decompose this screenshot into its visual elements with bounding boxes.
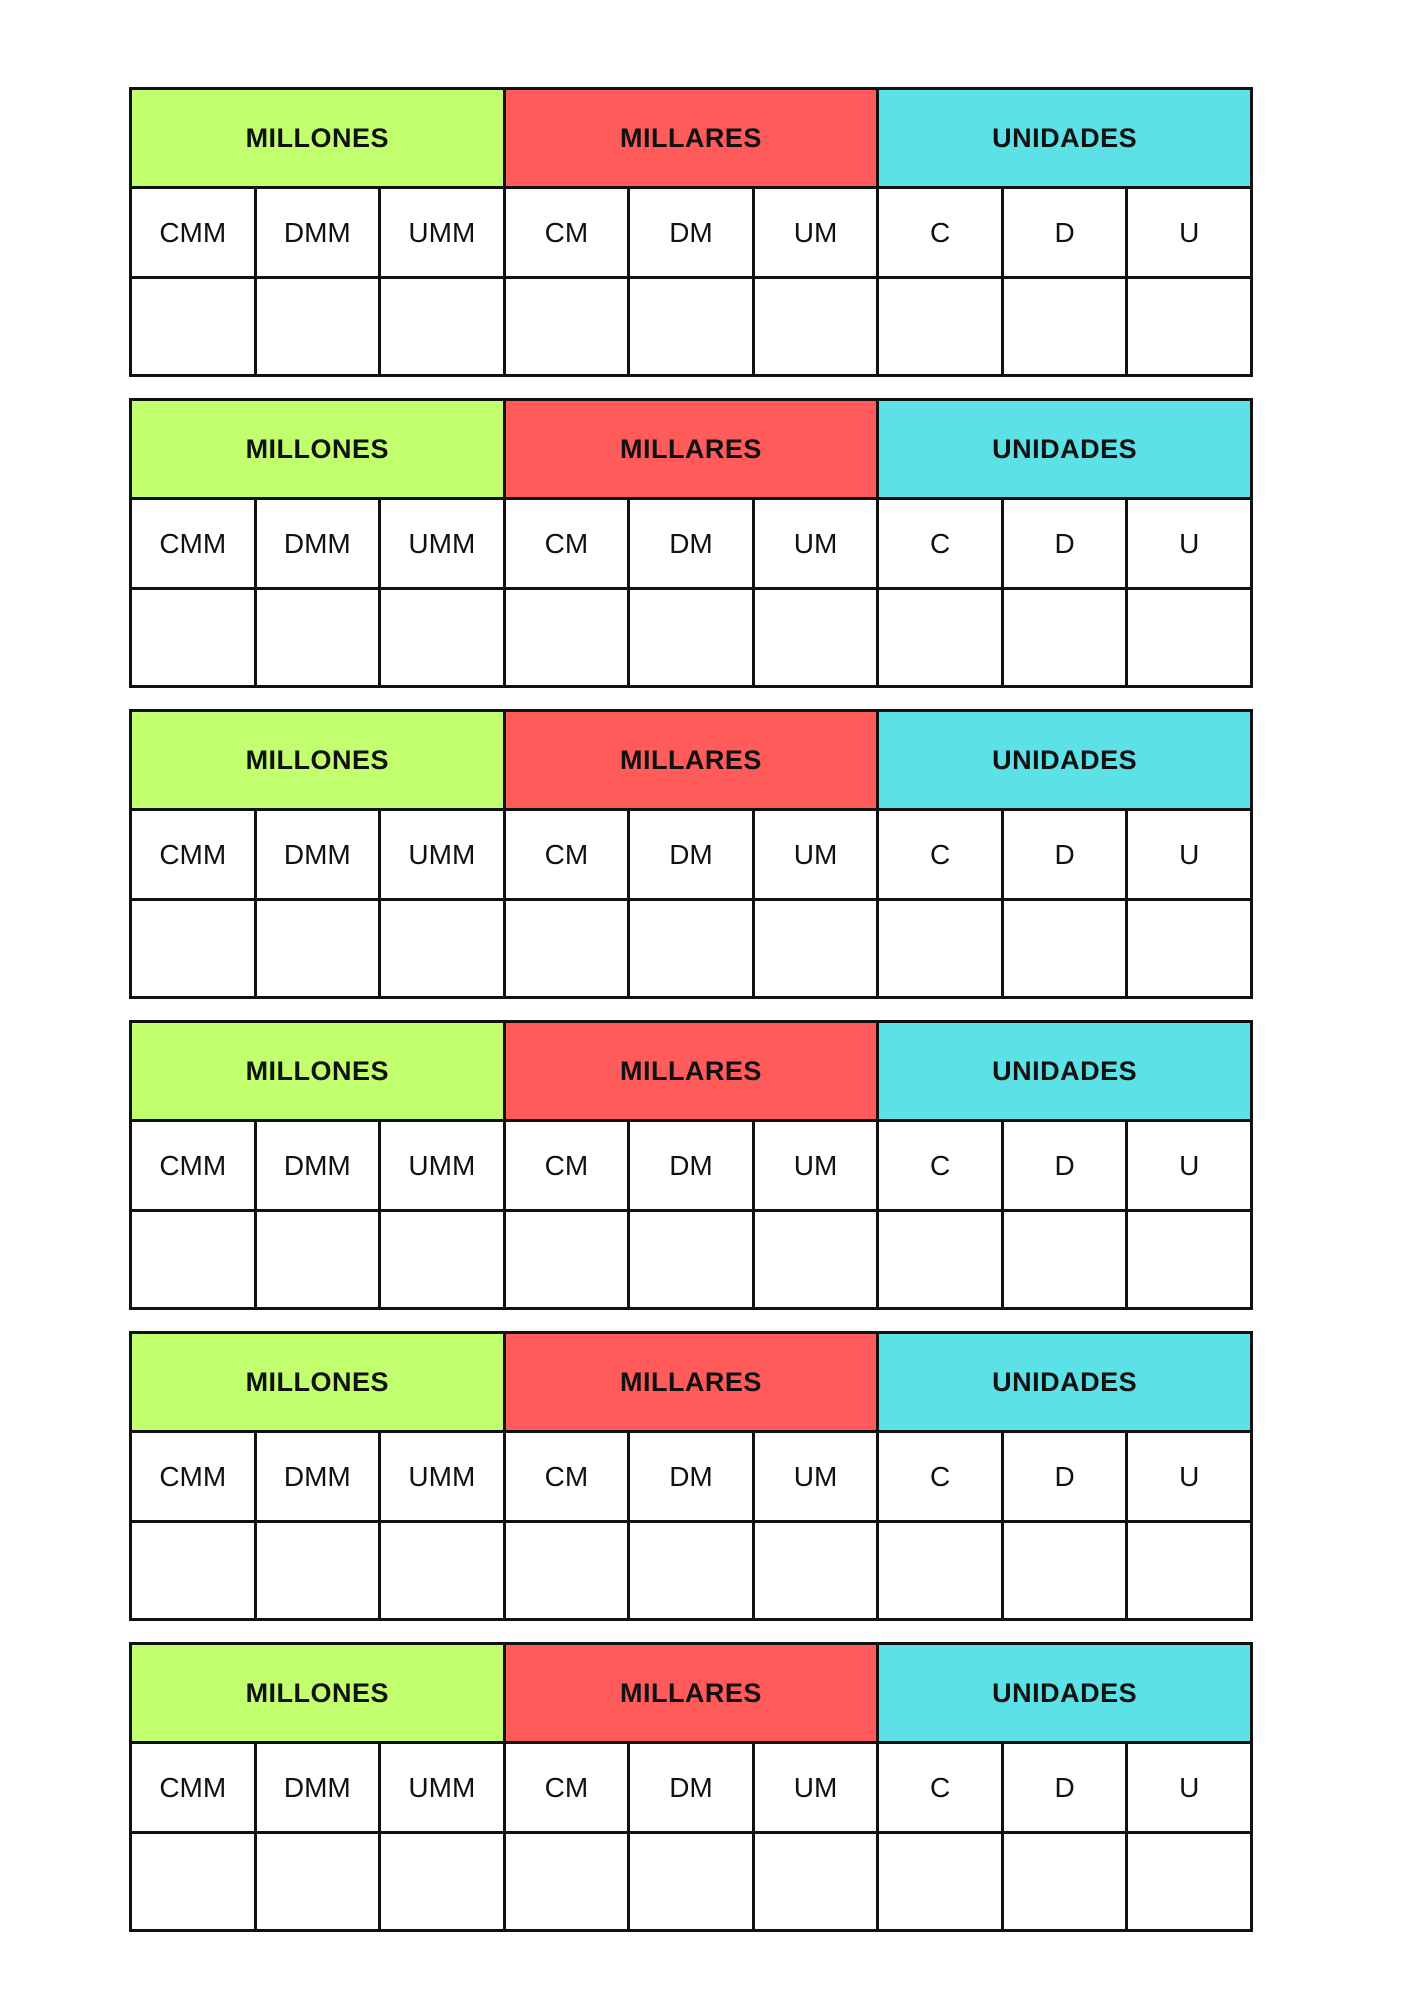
group-header-row (131, 1022, 1252, 1121)
place-um: UM (753, 810, 878, 900)
answer-row (131, 1833, 1252, 1931)
answer-cell[interactable] (1002, 278, 1127, 376)
place-cm: CM (504, 499, 629, 589)
place-cm: CM (504, 1121, 629, 1211)
answer-cell[interactable] (380, 900, 505, 998)
answer-cell[interactable] (255, 1211, 380, 1309)
place-um: UM (753, 1121, 878, 1211)
answer-cell[interactable] (753, 278, 878, 376)
place-umm: UMM (380, 810, 505, 900)
place-c: C (878, 188, 1003, 278)
group-millones: MILLONES (131, 89, 505, 188)
group-header-row (131, 89, 1252, 188)
answer-cell[interactable] (255, 589, 380, 687)
group-millares: MILLARES (504, 89, 878, 188)
place-cm: CM (504, 188, 629, 278)
answer-cell[interactable] (1127, 900, 1252, 998)
place-dm: DM (629, 810, 754, 900)
place-um: UM (753, 188, 878, 278)
answer-row (131, 589, 1252, 687)
place-um: UM (753, 1743, 878, 1833)
answer-cell[interactable] (131, 1522, 256, 1620)
place-u: U (1127, 810, 1252, 900)
answer-cell[interactable] (380, 1833, 505, 1931)
group-millares: MILLARES (504, 711, 878, 810)
answer-cell[interactable] (878, 589, 1003, 687)
answer-row (131, 1211, 1252, 1309)
place-umm: UMM (380, 188, 505, 278)
group-header-row (131, 400, 1252, 499)
place-cmm: CMM (131, 1743, 256, 1833)
group-millares: MILLARES (504, 1333, 878, 1432)
place-cm: CM (504, 1432, 629, 1522)
answer-cell[interactable] (878, 1211, 1003, 1309)
answer-cell[interactable] (629, 1522, 754, 1620)
answer-cell[interactable] (255, 278, 380, 376)
place-u: U (1127, 1121, 1252, 1211)
group-millares: MILLARES (504, 1022, 878, 1121)
answer-cell[interactable] (504, 1833, 629, 1931)
answer-cell[interactable] (504, 1522, 629, 1620)
group-unidades: UNIDADES (878, 89, 1252, 188)
group-millares: MILLARES (504, 400, 878, 499)
place-cm: CM (504, 1743, 629, 1833)
place-cmm: CMM (131, 1432, 256, 1522)
answer-cell[interactable] (878, 1522, 1003, 1620)
answer-cell[interactable] (1002, 589, 1127, 687)
place-d: D (1002, 1743, 1127, 1833)
answer-cell[interactable] (1127, 1522, 1252, 1620)
answer-cell[interactable] (878, 278, 1003, 376)
place-d: D (1002, 1432, 1127, 1522)
place-header-row (131, 810, 1252, 900)
answer-cell[interactable] (1127, 278, 1252, 376)
place-d: D (1002, 499, 1127, 589)
answer-cell[interactable] (504, 278, 629, 376)
answer-cell[interactable] (131, 589, 256, 687)
answer-cell[interactable] (1002, 1833, 1127, 1931)
answer-cell[interactable] (255, 1833, 380, 1931)
answer-cell[interactable] (131, 278, 256, 376)
group-unidades: UNIDADES (878, 711, 1252, 810)
place-u: U (1127, 499, 1252, 589)
answer-cell[interactable] (255, 900, 380, 998)
place-dmm: DMM (255, 1432, 380, 1522)
place-dmm: DMM (255, 499, 380, 589)
answer-cell[interactable] (504, 589, 629, 687)
answer-cell[interactable] (629, 1833, 754, 1931)
place-cmm: CMM (131, 188, 256, 278)
place-dmm: DMM (255, 188, 380, 278)
place-cmm: CMM (131, 499, 256, 589)
group-millones: MILLONES (131, 400, 505, 499)
answer-cell[interactable] (629, 278, 754, 376)
answer-cell[interactable] (1127, 1211, 1252, 1309)
group-unidades: UNIDADES (878, 1022, 1252, 1121)
place-cmm: CMM (131, 1121, 256, 1211)
answer-cell[interactable] (131, 1833, 256, 1931)
answer-cell[interactable] (380, 589, 505, 687)
place-cmm: CMM (131, 810, 256, 900)
place-dm: DM (629, 1121, 754, 1211)
group-unidades: UNIDADES (878, 400, 1252, 499)
answer-cell[interactable] (753, 900, 878, 998)
place-value-table (129, 1020, 1253, 1310)
place-dmm: DMM (255, 1743, 380, 1833)
place-dm: DM (629, 1432, 754, 1522)
place-dmm: DMM (255, 1121, 380, 1211)
place-umm: UMM (380, 1743, 505, 1833)
answer-cell[interactable] (504, 900, 629, 998)
place-dm: DM (629, 1743, 754, 1833)
group-millares: MILLARES (504, 1644, 878, 1743)
answer-row (131, 1522, 1252, 1620)
answer-row (131, 278, 1252, 376)
place-c: C (878, 1121, 1003, 1211)
place-u: U (1127, 1743, 1252, 1833)
answer-cell[interactable] (629, 589, 754, 687)
answer-row (131, 900, 1252, 998)
place-dmm: DMM (255, 810, 380, 900)
place-umm: UMM (380, 499, 505, 589)
place-value-table (129, 1331, 1253, 1621)
answer-cell[interactable] (878, 1833, 1003, 1931)
answer-cell[interactable] (753, 1522, 878, 1620)
answer-cell[interactable] (878, 900, 1003, 998)
place-c: C (878, 1432, 1003, 1522)
group-header-row (131, 711, 1252, 810)
place-value-table (129, 1642, 1253, 1932)
place-value-worksheet (129, 87, 1253, 1953)
place-d: D (1002, 188, 1127, 278)
answer-cell[interactable] (753, 589, 878, 687)
answer-cell[interactable] (255, 1522, 380, 1620)
group-millones: MILLONES (131, 711, 505, 810)
answer-cell[interactable] (131, 900, 256, 998)
place-um: UM (753, 1432, 878, 1522)
place-header-row (131, 1432, 1252, 1522)
answer-cell[interactable] (1002, 1522, 1127, 1620)
answer-cell[interactable] (1127, 1833, 1252, 1931)
place-um: UM (753, 499, 878, 589)
place-c: C (878, 499, 1003, 589)
place-c: C (878, 1743, 1003, 1833)
group-millones: MILLONES (131, 1644, 505, 1743)
place-u: U (1127, 188, 1252, 278)
place-d: D (1002, 810, 1127, 900)
answer-cell[interactable] (1002, 1211, 1127, 1309)
place-header-row (131, 1743, 1252, 1833)
place-value-table (129, 709, 1253, 999)
place-d: D (1002, 1121, 1127, 1211)
group-unidades: UNIDADES (878, 1333, 1252, 1432)
answer-cell[interactable] (1127, 589, 1252, 687)
place-u: U (1127, 1432, 1252, 1522)
place-value-table (129, 398, 1253, 688)
group-unidades: UNIDADES (878, 1644, 1252, 1743)
place-header-row (131, 188, 1252, 278)
answer-cell[interactable] (629, 1211, 754, 1309)
answer-cell[interactable] (380, 278, 505, 376)
answer-cell[interactable] (753, 1833, 878, 1931)
place-c: C (878, 810, 1003, 900)
place-umm: UMM (380, 1432, 505, 1522)
place-value-table (129, 87, 1253, 377)
place-dm: DM (629, 188, 754, 278)
place-cm: CM (504, 810, 629, 900)
place-header-row (131, 499, 1252, 589)
group-millones: MILLONES (131, 1022, 505, 1121)
group-header-row (131, 1644, 1252, 1743)
group-millones: MILLONES (131, 1333, 505, 1432)
answer-cell[interactable] (380, 1211, 505, 1309)
answer-cell[interactable] (1002, 900, 1127, 998)
answer-cell[interactable] (131, 1211, 256, 1309)
place-header-row (131, 1121, 1252, 1211)
answer-cell[interactable] (753, 1211, 878, 1309)
answer-cell[interactable] (629, 900, 754, 998)
answer-cell[interactable] (504, 1211, 629, 1309)
group-header-row (131, 1333, 1252, 1432)
answer-cell[interactable] (380, 1522, 505, 1620)
place-dm: DM (629, 499, 754, 589)
place-umm: UMM (380, 1121, 505, 1211)
